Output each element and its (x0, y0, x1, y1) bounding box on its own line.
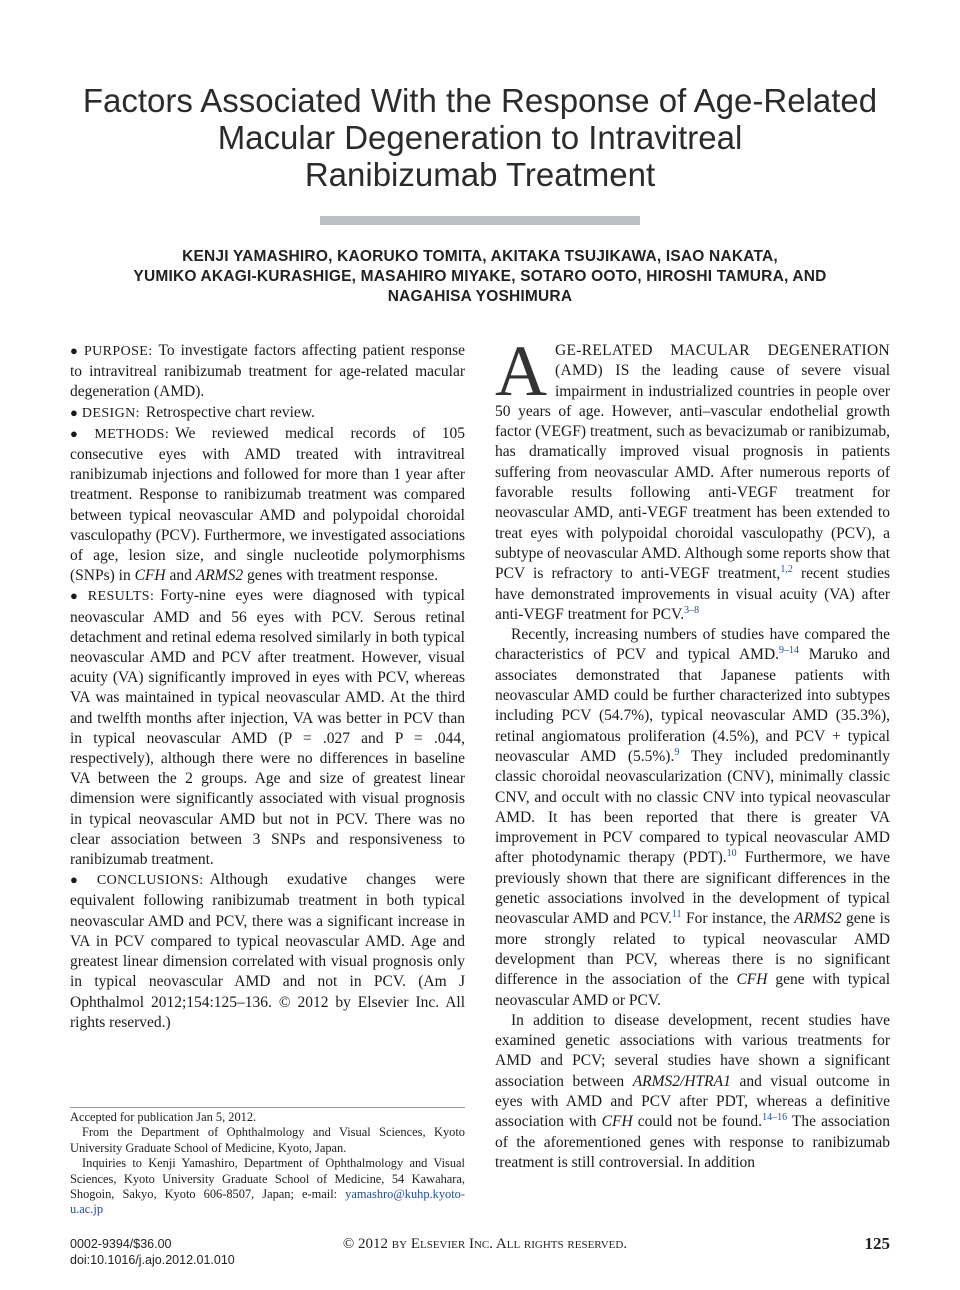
body-text: For instance, the (685, 910, 790, 928)
citation-ref[interactable]: 11 (671, 909, 682, 921)
bullet-icon: ● (70, 404, 78, 420)
introduction (495, 331, 891, 1173)
author-list (70, 247, 890, 307)
abstract-purpose (70, 341, 465, 403)
footer-copyright: © 2012 by Elsevier Inc. All rights reserved. (342, 1236, 628, 1252)
bullet-icon: ● (70, 425, 91, 441)
footnotes (70, 1107, 465, 1218)
methods-label: METHODS: (94, 426, 170, 442)
purpose-text: To investigate factors affecting patient response to intravitreal ranibizumab treatment for age-related macular degeneration (AMD). (70, 342, 465, 401)
body-text: They included predominantly classic choroidal neovascularization (CNV), minimally classic CNV, and occult with no classic CNV into typical neovascular AMD. It has been reported that there is greater VA improvement in PCV compared to typical neovascular AMD after photodynamic therapy (PDT). (495, 747, 890, 867)
gene-name: ARMS2 (195, 567, 244, 585)
footer-identifiers (70, 1236, 235, 1268)
body-paragraph (495, 625, 890, 1011)
abstract-methods (70, 424, 465, 587)
page-number: 125 (864, 1234, 890, 1253)
methods-text: We reviewed medical records of 105 consecutive eyes with AMD treated with intravitreal ranibizumab injections and followed for more than 1 year after treatment. Response to ranibizumab treatment was compared between typical neovascular AMD and polypoidal choroidal vasculopathy (PCV). Furthermore, we investigated associations of age, lesion size, and single nucleotide polymorphisms (SNPs) in (70, 424, 465, 585)
citation-ref[interactable]: 1,2 (780, 564, 793, 576)
abstract (70, 341, 465, 1033)
author-line: NAGAHISA YOSHIMURA (387, 288, 573, 305)
inquiries-text: Inquiries to Kenji Yamashiro, Department of Ophthalmology and Visual Sciences, Kyoto University Graduate School of Medicine, 54 Kawahara, Shogoin, Sakyo, Kyoto 606-8507, Japan; e-mail: (70, 1156, 465, 1202)
body-text: the leading cause of severe visual impairment in industrialized countries in people over 50 years of age. However, anti–vascular endothelial growth factor (VEGF) treatment, such as bevacizumab or ranibizumab, has dramatically improved visual prognosis in patients suffering from neovascular AMD. After numerous reports of favorable results following anti-VEGF treatment for neovascular AMD, anti-VEGF treatment has been extended to treat eyes with polypoidal choroidal vasculopathy (PCV), a subtype of neovascular AMD. Although some reports show that PCV is refractory to anti-VEGF treatment, (495, 362, 891, 583)
abstract-design (70, 403, 465, 424)
body-text: gene with typical neovascular AMD or PCV. (495, 971, 891, 1009)
lead-in: GE-RELATED MACULAR DEGENERATION (AMD) IS (555, 342, 890, 380)
body-text: Maruko and associates demonstrated that Japanese patients with neovascular AMD could be further characterized into subtypes including PCV (54.7%), typical neovascular AMD (35.3%), retinal angiomatous proliferation (4.5%), and PCV + typical neovascular AMD (5.5%). (495, 646, 891, 765)
body-paragraph (495, 331, 891, 625)
bullet-icon: ● (70, 872, 93, 888)
body-text: Recently, increasing numbers of studies have compared the characteristics of PCV and typical AMD. (495, 626, 890, 664)
conclusions-label: CONCLUSIONS: (96, 873, 204, 889)
methods-text: genes with treatment response. (246, 567, 439, 585)
title-line: Ranibizumab Treatment (304, 156, 656, 193)
author-line: YUMIKO AKAGI-KURASHIGE, MASAHIRO MIYAKE, SOTARO OOTO, HIROSHI TAMURA, AND (133, 268, 827, 285)
body-text: recent studies have demonstrated improvements in visual acuity (VA) after anti-VEGF treatment for PCV. (495, 565, 891, 623)
body-text: could not be found. (637, 1113, 763, 1131)
methods-text: and (169, 567, 192, 585)
issn: 0002-9394/$36.00 (70, 1237, 172, 1251)
abstract-results (70, 586, 465, 870)
citation-ref[interactable]: 3–8 (684, 604, 700, 616)
citation-ref[interactable]: 14–16 (762, 1112, 788, 1124)
citation: (Am J Ophthalmol 2012;154:125–136. © 2012 by Elsevier Inc. All rights reserved.) (70, 973, 466, 1031)
gene-name: CFH (601, 1113, 633, 1131)
gene-name: CFH (134, 567, 166, 585)
author-line: KENJI YAMASHIRO, KAORUKO TOMITA, AKITAKA TSUJIKAWA, ISAO NAKATA, (182, 248, 778, 265)
gene-name: CFH (736, 971, 768, 989)
citation-ref[interactable]: 9 (674, 746, 680, 758)
citation-ref[interactable]: 9–14 (779, 645, 800, 657)
title-line: Factors Associated With the Response of Age-Related (82, 82, 878, 119)
article-title (60, 82, 900, 193)
inquiries-note (70, 1156, 465, 1218)
body-text: gene is more strongly related to typical neovascular AMD development than PCV, whereas there is no significant difference in the association of the (495, 910, 890, 989)
results-label: RESULTS: (87, 589, 155, 605)
abstract-conclusions (70, 870, 465, 1033)
design-text: Retrospective chart review. (145, 403, 315, 421)
affiliation-note: From the Department of Ophthalmology and Visual Sciences, Kyoto University Graduate School of Medicine, Kyoto, Japan. (70, 1125, 465, 1155)
design-label: DESIGN: (81, 405, 140, 421)
gene-name: ARMS2 (794, 910, 842, 928)
title-line: Macular Degeneration to Intravitreal (217, 119, 743, 156)
email-link[interactable]: yamashro@kuhp.kyoto-u.ac.jp (70, 1187, 465, 1217)
accepted-note: Accepted for publication Jan 5, 2012. (70, 1110, 257, 1124)
results-text: Forty-nine eyes were diagnosed with typical neovascular AMD and 56 eyes with PCV. Serous retinal detachment and retinal edema resolved similarly in both typical neovascular AMD and PCV after treatment. However, visual acuity (VA) significantly improved in eyes with PCV, whereas VA was maintained in typical neovascular AMD. At the third and twelfth months after injection, VA was better in PCV than in typical neovascular AMD (P = .027 and P = .044, respectively), although there were no differences in baseline VA between the 2 groups. Age and size of greatest linear dimension were significantly associated with visual prognosis in typical neovascular AMD but not in PCV. There was no clear association between 3 SNPs and responsiveness to ranibizumab treatment. (70, 587, 465, 869)
body-text: and visual outcome in eyes with AMD and PCV after PDT, whereas a definitive association with (495, 1072, 891, 1131)
title-divider (320, 216, 640, 225)
conclusions-text: Although exudative changes were equivalent following ranibizumab treatment in both typical neovascular AMD and PCV, there was a significant increase in VA in PCV compared to typical neovascular AMD. Age and greatest linear dimension correlated with visual prognosis only in typical neovascular AMD and not in PCV. (70, 871, 465, 991)
gene-name: ARMS2/HTRA1 (632, 1072, 731, 1090)
purpose-label: PURPOSE: (83, 344, 153, 359)
body-paragraph (495, 1011, 890, 1173)
bullet-icon: ● (70, 588, 84, 604)
drop-cap: A (495, 331, 547, 411)
body-text: The association of the aforementioned genes with response to ranibizumab treatment is still controversial. In addition (495, 1113, 890, 1171)
body-text: In addition to disease development, recent studies have examined genetic associations with various treatments for AMD and PCV; several studies have shown a significant association between (495, 1011, 890, 1090)
body-text: Furthermore, we have previously shown that there are significant differences in the genetic associations involved in the development of typical neovascular AMD and PCV. (495, 849, 891, 928)
doi: doi:10.1016/j.ajo.2012.01.010 (70, 1253, 235, 1267)
citation-ref[interactable]: 10 (726, 848, 737, 860)
bullet-icon: ● (70, 343, 80, 358)
